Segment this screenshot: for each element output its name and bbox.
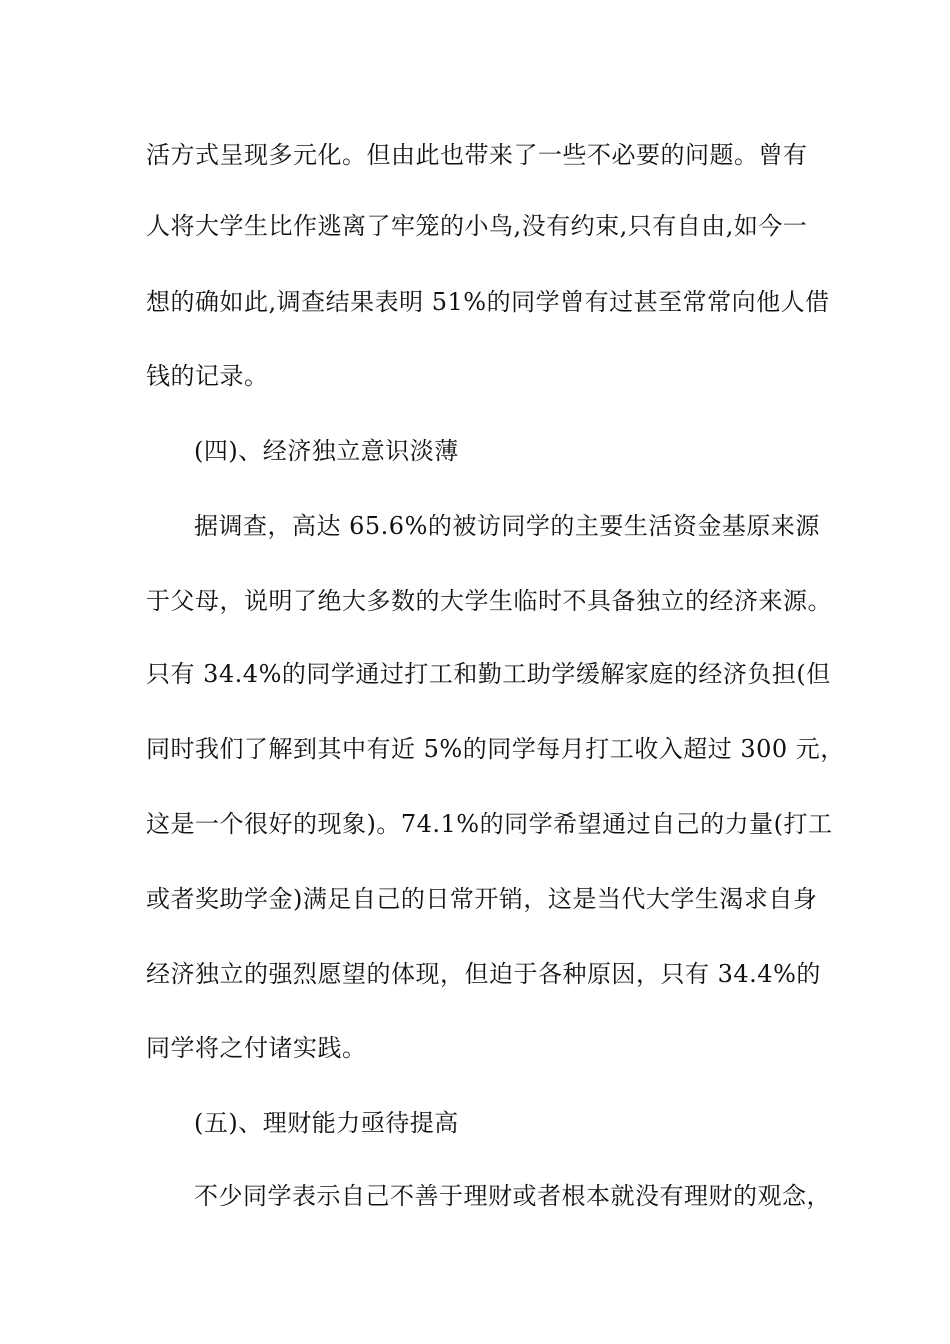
text-line: 这是一个很好的现象)。74.1%的同学希望通过自己的力量(打工 — [146, 810, 833, 838]
text-line: 同学将之付诸实践。 — [146, 1034, 367, 1062]
text-line: 人将大学生比作逃离了牢笼的小鸟,没有约束,只有自由,如今一 — [146, 212, 808, 240]
text-line: 钱的记录。 — [146, 362, 269, 390]
text-line: 只有 34.4%的同学通过打工和勤工助学缓解家庭的经济负担(但 — [146, 660, 831, 688]
text-line: 活方式呈现多元化。但由此也带来了一些不必要的问题。曾有 — [146, 141, 808, 169]
text-line: 据调查，高达 65.6%的被访同学的主要生活资金基原来源 — [194, 512, 820, 540]
section-heading-5: (五)、理财能力亟待提高 — [194, 1109, 459, 1137]
text-line: 想的确如此,调查结果表明 51%的同学曾有过甚至常常向他人借 — [146, 288, 830, 316]
text-line: 同时我们了解到其中有近 5%的同学每月打工收入超过 300 元， — [146, 735, 845, 763]
text-line: 不少同学表示自己不善于理财或者根本就没有理财的观念， — [194, 1182, 831, 1210]
text-line: 或者奖助学金)满足自己的日常开销，这是当代大学生渴求自身 — [146, 885, 818, 913]
text-line: 于父母，说明了绝大多数的大学生临时不具备独立的经济来源。 — [146, 587, 832, 615]
text-line: 经济独立的强烈愿望的体现，但迫于各种原因，只有 34.4%的 — [146, 960, 821, 988]
section-heading-4: (四)、经济独立意识淡薄 — [194, 437, 459, 465]
